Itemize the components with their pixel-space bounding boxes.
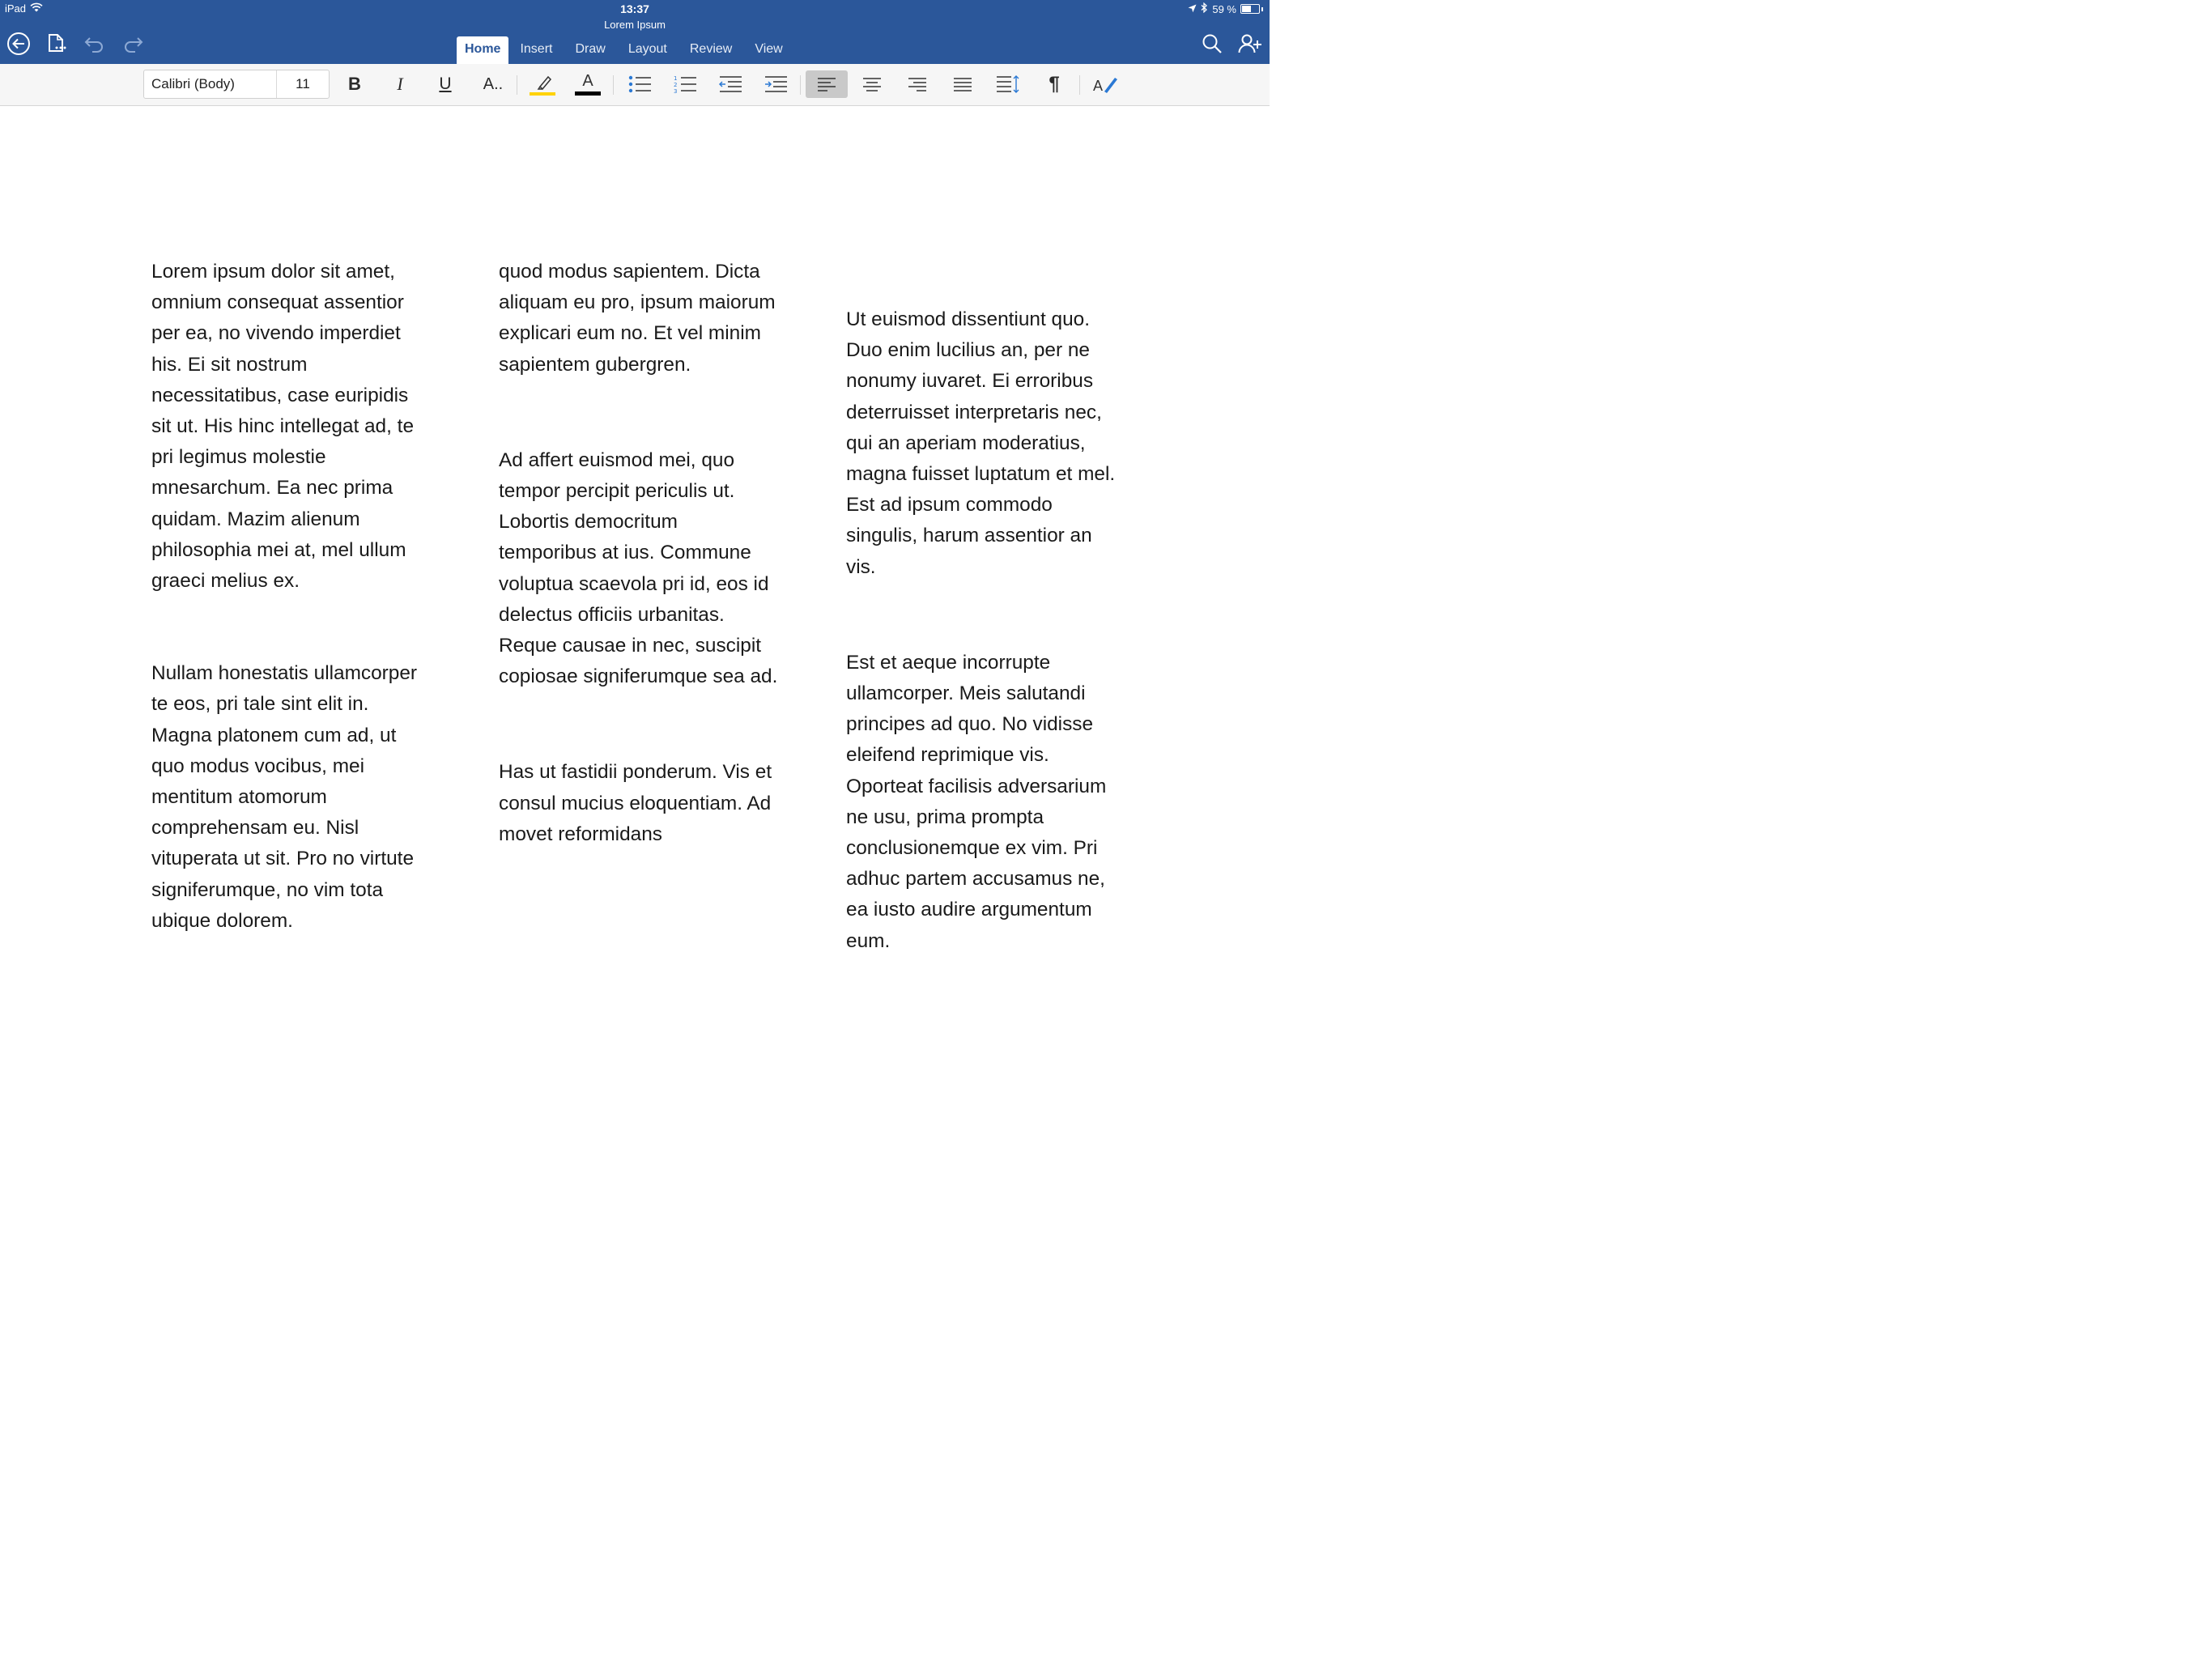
decrease-indent-button[interactable] xyxy=(717,71,744,97)
document-title[interactable]: Lorem Ipsum xyxy=(604,19,666,31)
align-right-button[interactable] xyxy=(904,71,931,97)
svg-text:A: A xyxy=(1093,78,1104,94)
align-left-button[interactable] xyxy=(806,70,848,98)
paragraph[interactable]: Ad affert euismod mei, quo tempor percipit periculis ut. Lobortis democritum temporibus at ius. Commune voluptua scaevola pri id, eos id delectus officiis urbanitas. Reque causae in nec, suscipit copiosae signiferumque sea ad. xyxy=(499,449,778,688)
share-person-icon[interactable] xyxy=(1236,30,1264,57)
text-effects-label: A.. xyxy=(483,74,504,93)
paragraph[interactable]: Lorem ipsum dolor sit amet, omnium consequat assentior per ea, no vivendo imperdiet his. Ei sit nostrum necessitatibus, case euripidis sit ut. His hinc intellegat ad, te pri legimus molestie mnesarchum. Ea nec prima quidam. Mazim alienum philosophia mei at, mel ullum graeci melius ex. xyxy=(151,261,415,593)
align-center-icon xyxy=(861,76,883,92)
numbered-list-button[interactable] xyxy=(671,71,699,97)
styles-button[interactable] xyxy=(1091,71,1119,97)
underline-label: U xyxy=(439,74,452,93)
font-color-label: A xyxy=(582,72,593,90)
paragraph-mark-label: ¶ xyxy=(1049,73,1060,95)
numbered-list-icon xyxy=(673,74,697,94)
paragraph[interactable]: quod modus sapientem. Dicta aliquam eu pro, ipsum maiorum explicari eum no. Et vel minim sapientem gubergren. xyxy=(499,261,776,376)
status-bar-right xyxy=(1188,2,1263,15)
styles-brush-icon xyxy=(1092,74,1118,95)
justify-button[interactable] xyxy=(949,71,976,97)
bullet-list-icon xyxy=(627,74,652,94)
status-time: 13:37 xyxy=(620,2,649,15)
line-spacing-icon xyxy=(995,74,1021,94)
location-arrow-icon xyxy=(1188,3,1197,15)
document-canvas[interactable] xyxy=(0,106,1270,951)
bold-button[interactable] xyxy=(341,71,368,97)
tab-review[interactable]: Review xyxy=(689,42,733,56)
italic-label: I xyxy=(397,74,403,94)
font-picker xyxy=(143,70,330,99)
paragraph[interactable]: Nullam honestatis ullamcorper te eos, pri tale sint elit in. Magna platonem cum ad, ut quo modus vocibus, mei mentitum atomorum comprehensam eu. Nisl vituperata ut sit. Pro no virtute signiferumque, no vim tota ubique dolorem. xyxy=(151,662,418,932)
align-center-button[interactable] xyxy=(858,71,886,97)
title-bar xyxy=(0,0,1270,64)
decrease-indent-icon xyxy=(718,74,742,94)
battery-icon xyxy=(1240,4,1260,14)
battery-tip xyxy=(1261,7,1263,11)
tab-draw[interactable]: Draw xyxy=(575,42,606,56)
device-name: iPad xyxy=(5,2,27,15)
bold-label: B xyxy=(348,74,361,94)
font-color-glyph xyxy=(575,73,601,96)
align-left-icon xyxy=(816,76,837,92)
font-name-dropdown[interactable]: Calibri (Body) xyxy=(144,70,277,98)
increase-indent-icon xyxy=(764,74,788,94)
ribbon-separator xyxy=(800,75,801,95)
home-ribbon xyxy=(0,64,1270,106)
battery-fill xyxy=(1242,6,1251,12)
paragraph[interactable]: Est et aeque incorrupte ullamcorper. Meis salutandi principes ad quo. No vidisse eleifend reprimique vis. Oporteat facilisis adversarium ne usu, prima prompta conclusionemque ex vim. Pri adhuc partem accusamus ne, ea iusto audire argumentum eum. xyxy=(846,651,1107,951)
text-column-1[interactable] xyxy=(151,257,431,937)
tab-insert[interactable]: Insert xyxy=(520,42,553,56)
justify-icon xyxy=(952,76,973,92)
font-color-swatch xyxy=(575,91,601,96)
file-menu-icon[interactable] xyxy=(43,30,70,57)
show-paragraph-marks-button[interactable] xyxy=(1040,71,1068,97)
ribbon-separator xyxy=(1079,75,1080,95)
line-spacing-button[interactable] xyxy=(994,71,1022,97)
bluetooth-icon xyxy=(1201,2,1208,15)
underline-button[interactable] xyxy=(432,71,459,97)
paragraph[interactable]: Ut euismod dissentiunt quo. Duo enim lucilius an, per ne nonumy iuvaret. Ei erroribus deterruisset interpretaris nec, qui an aperiam moderatius, magna fuisset luptatum et mel. Est ad ipsum commodo singulis, harum assentior an vis. xyxy=(846,308,1116,578)
svg-text:1: 1 xyxy=(674,75,678,82)
text-column-2[interactable] xyxy=(499,257,778,850)
tab-layout[interactable]: Layout xyxy=(627,42,667,56)
battery-percent: 59 % xyxy=(1212,2,1236,15)
ribbon-tabs xyxy=(457,36,794,64)
italic-button[interactable] xyxy=(386,71,414,97)
text-column-3[interactable] xyxy=(846,304,1125,951)
tab-home[interactable]: Home xyxy=(457,36,508,64)
svg-text:2: 2 xyxy=(674,82,678,88)
word-app-window xyxy=(0,0,1270,951)
font-color-button[interactable] xyxy=(574,71,602,97)
search-icon[interactable] xyxy=(1198,30,1226,57)
align-right-icon xyxy=(907,76,928,92)
font-size-dropdown[interactable]: 11 xyxy=(296,76,310,91)
highlight-button[interactable] xyxy=(529,71,556,97)
increase-indent-button[interactable] xyxy=(762,71,789,97)
svg-text:3: 3 xyxy=(674,88,678,94)
ribbon-separator xyxy=(613,75,614,95)
tab-view[interactable]: View xyxy=(755,42,783,56)
back-icon[interactable] xyxy=(5,30,32,57)
paragraph[interactable]: Has ut fastidii ponderum. Vis et consul mucius eloquentiam. Ad movet reformidans xyxy=(499,761,772,845)
text-effects-button[interactable] xyxy=(477,71,509,97)
highlighter-icon xyxy=(529,72,556,96)
redo-icon[interactable] xyxy=(119,30,147,57)
undo-icon[interactable] xyxy=(81,30,108,57)
bullet-list-button[interactable] xyxy=(626,71,653,97)
